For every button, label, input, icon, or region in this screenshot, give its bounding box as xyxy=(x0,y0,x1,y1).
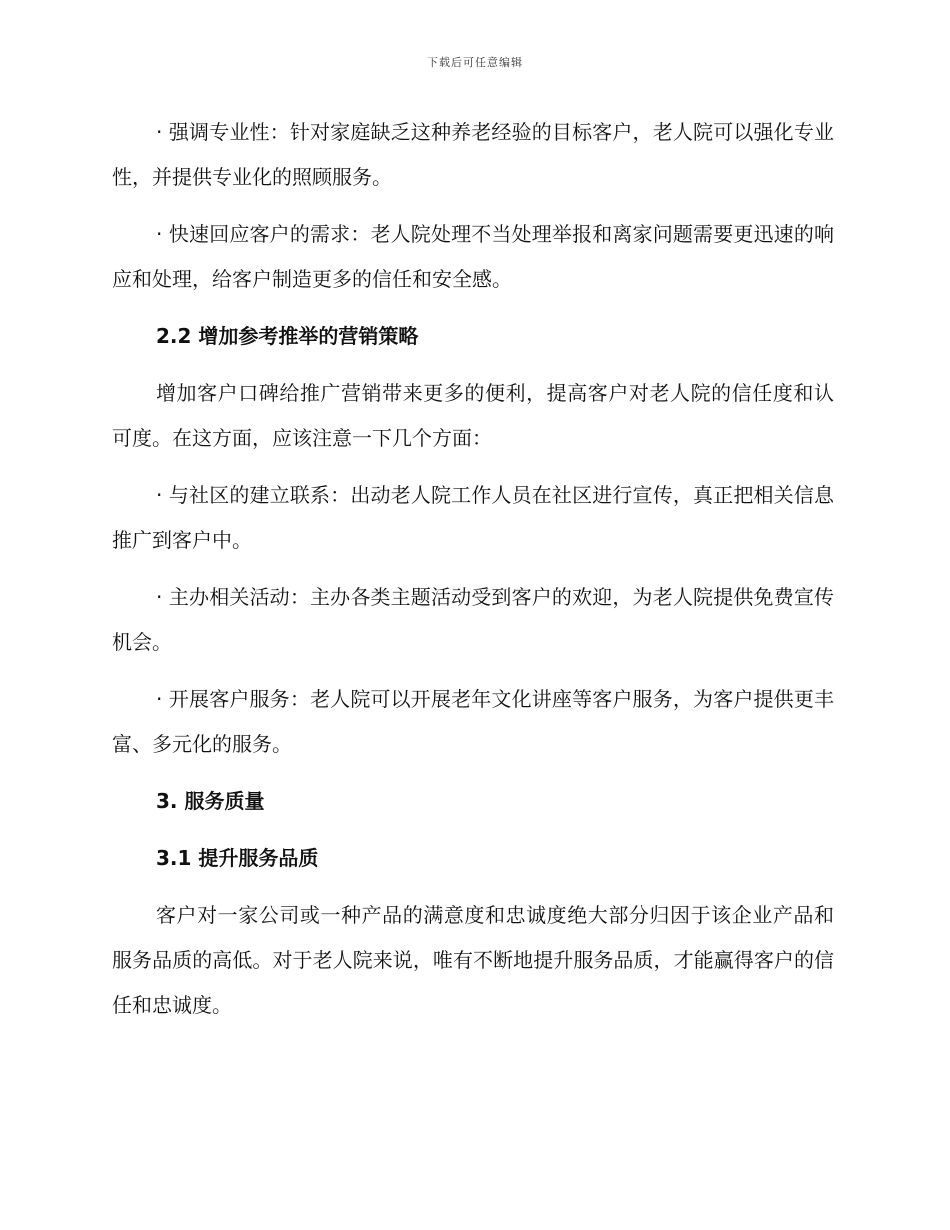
section-heading-2-2: 2.2 增加参考推举的营销策略 xyxy=(156,324,419,348)
bullet-paragraph-customer-service: · 开展客户服务：老人院可以开展老年文化讲座等客户服务，为客户提供更丰富、多元化的服务。 xyxy=(112,687,834,756)
section-heading-3: 3. 服务质量 xyxy=(156,789,265,813)
document-body xyxy=(112,110,834,1040)
bullet-paragraph-community: · 与社区的建立联系：出动老人院工作人员在社区进行宣传，真正把相关信息推广到客户中。 xyxy=(112,483,834,552)
page-header: 下载后可任意编辑 xyxy=(427,56,523,69)
bullet-paragraph-activities: · 主办相关活动：主办各类主题活动受到客户的欢迎，为老人院提供免费宣传机会。 xyxy=(112,585,834,654)
bullet-paragraph-quick-response: · 快速回应客户的需求：老人院处理不当处理举报和离家问题需要更迅速的响应和处理，给客户制造更多的信任和安全感。 xyxy=(112,222,834,291)
bullet-paragraph-professionalism: · 强调专业性：针对家庭缺乏这种养老经验的目标客户，老人院可以强化专业性，并提供专业化的照顾服务。 xyxy=(112,120,834,189)
section-heading-3-1: 3.1 提升服务品质 xyxy=(156,846,319,870)
body-paragraph-word-of-mouth: 增加客户口碑给推广营销带来更多的便利，提高客户对老人院的信任度和认可度。在这方面，应该注意一下几个方面： xyxy=(112,381,834,450)
body-paragraph-service-quality: 客户对一家公司或一种产品的满意度和忠诚度绝大部分归因于该企业产品和服务品质的高低。对于老人院来说，唯有不断地提升服务品质，才能赢得客户的信任和忠诚度。 xyxy=(112,903,834,1017)
